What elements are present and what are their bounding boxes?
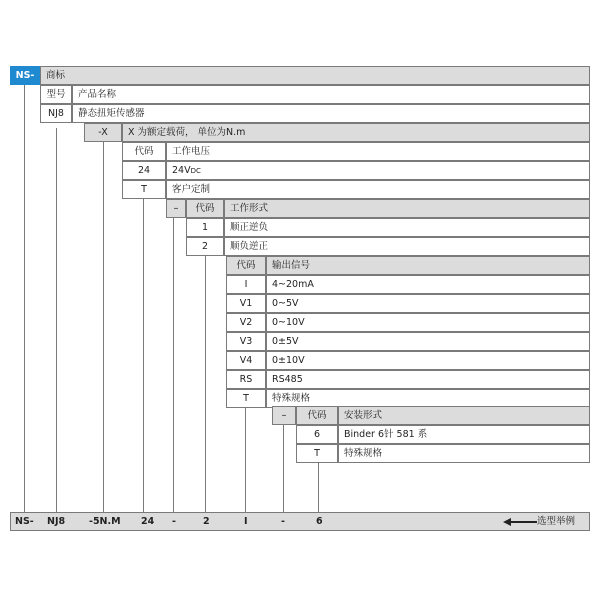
signal-name-v1: 0~5V: [266, 294, 590, 313]
signal-code-t: T: [226, 389, 266, 408]
signal-name-t: 特殊规格: [266, 389, 590, 408]
example-bar: [10, 512, 590, 531]
load-description: X 为额定载荷， 单位为N.m: [122, 123, 590, 142]
example-item: -5N.M: [89, 516, 121, 527]
mode-code-1: 1: [186, 218, 224, 237]
connector-line: [283, 420, 284, 512]
voltage-name-24: 24VDC: [166, 161, 590, 180]
signal-code-v1: V1: [226, 294, 266, 313]
connector-line: [245, 402, 246, 512]
example-item: NJ8: [47, 516, 66, 527]
product-name-value: 静态扭矩传感器: [72, 104, 590, 123]
prefix-code: NS-: [10, 66, 40, 85]
install-header-name: 安装形式: [338, 406, 590, 425]
mode-header-code: 代码: [186, 199, 224, 218]
example-item: 24: [141, 516, 155, 527]
voltage-header-code: 代码: [122, 142, 166, 161]
signal-name-v2: 0~10V: [266, 313, 590, 332]
install-header-code: 代码: [296, 406, 338, 425]
voltage-code-t: T: [122, 180, 166, 199]
signal-name-v3: 0±5V: [266, 332, 590, 351]
model-value: NJ8: [40, 104, 72, 123]
example-item: 2: [203, 516, 210, 527]
mode-name-1: 顺正逆负: [224, 218, 590, 237]
example-item: -: [281, 516, 285, 527]
install-code-t: T: [296, 444, 338, 463]
install-dash: –: [272, 406, 296, 425]
connector-line: [103, 142, 104, 512]
signal-name-v4: 0±10V: [266, 351, 590, 370]
connector-line: [56, 128, 57, 512]
signal-header-code: 代码: [226, 256, 266, 275]
connector-line: [205, 252, 206, 512]
mode-code-2: 2: [186, 237, 224, 256]
load-code: -X: [84, 123, 122, 142]
mode-header-name: 工作形式: [224, 199, 590, 218]
example-item: NS-: [15, 516, 34, 527]
voltage-code-24: 24: [122, 161, 166, 180]
signal-code-i: I: [226, 275, 266, 294]
connector-line: [173, 216, 174, 512]
mode-dash: –: [166, 199, 186, 218]
mode-name-2: 顺负逆正: [224, 237, 590, 256]
install-name-6: Binder 6针 581 系: [338, 425, 590, 444]
voltage-header-name: 工作电压: [166, 142, 590, 161]
signal-header-name: 输出信号: [266, 256, 590, 275]
example-item: -: [172, 516, 176, 527]
example-item: 6: [316, 516, 323, 527]
connector-line: [318, 458, 319, 512]
arrow-line: [509, 521, 537, 523]
example-label: 选型举例: [536, 516, 575, 527]
install-code-6: 6: [296, 425, 338, 444]
brand-label: 商标: [40, 66, 590, 85]
signal-name-rs: RS485: [266, 370, 590, 389]
model-label: 型号: [40, 85, 72, 104]
signal-code-v4: V4: [226, 351, 266, 370]
connector-line: [24, 85, 25, 512]
signal-code-v3: V3: [226, 332, 266, 351]
example-item: I: [244, 516, 248, 527]
signal-code-rs: RS: [226, 370, 266, 389]
install-name-t: 特殊规格: [338, 444, 590, 463]
signal-name-i: 4~20mA: [266, 275, 590, 294]
connector-line: [143, 198, 144, 512]
signal-code-v2: V2: [226, 313, 266, 332]
voltage-name-t: 客户定制: [166, 180, 590, 199]
product-name-label: 产品名称: [72, 85, 590, 104]
